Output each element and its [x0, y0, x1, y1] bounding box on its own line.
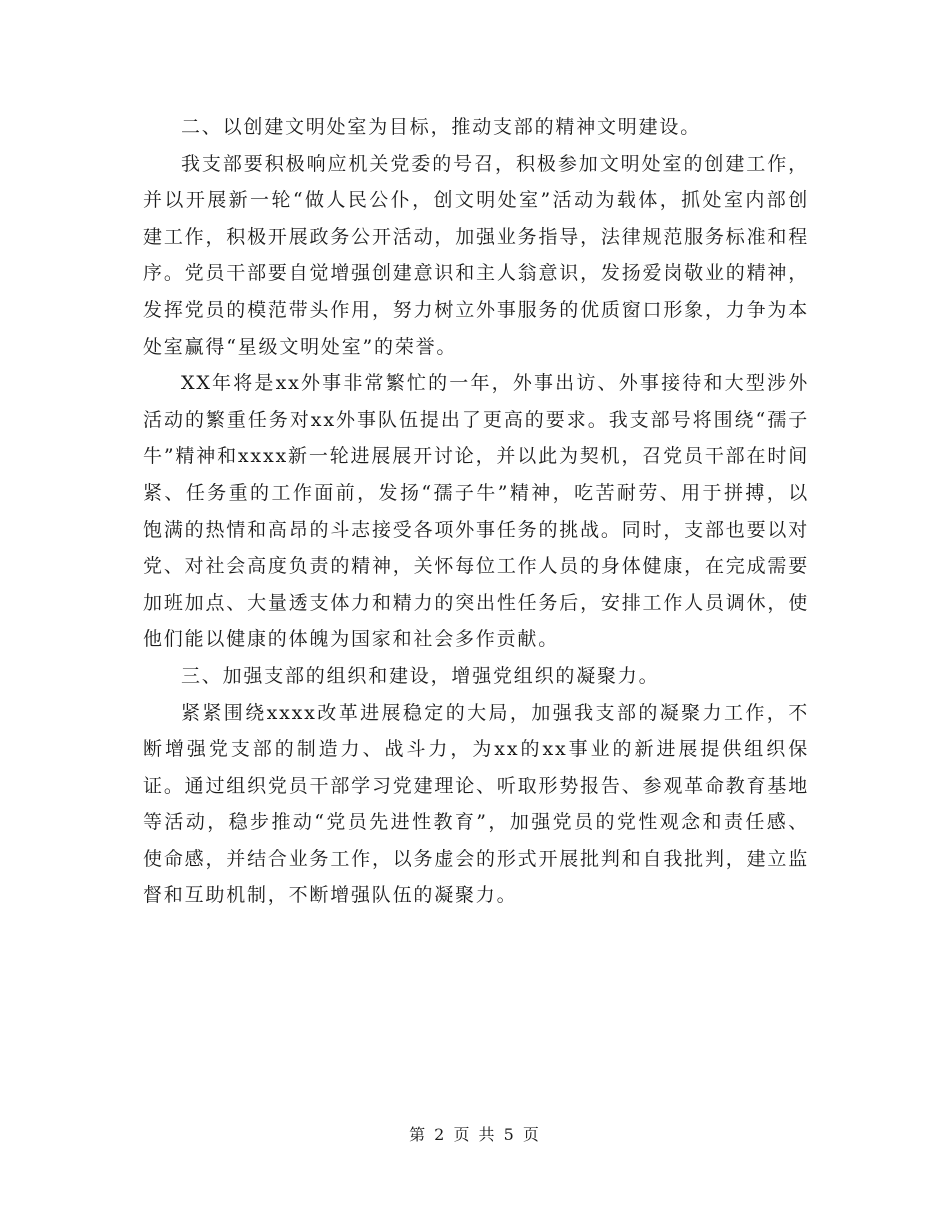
- paragraph: XX年将是xx外事非常繁忙的一年，外事出访、外事接待和大型涉外活动的繁重任务对xx外事队伍提出了更高的要求。我支部号将围绕“孺子牛”精神和xxxx新一轮进展展开讨论，并以此为契机，召党员干部在时间紧、任务重的工作面前，发扬“孺子牛”精神，吃苦耐劳、用于拼搏，以饱满的热情和高昂的斗志接受各项外事任务的挑战。同时，支部也要以对党、对社会高度负责的精神，关怀每位工作人员的身体健康，在完成需要加班加点、大量透支体力和精力的突出性任务后，安排工作人员调休，使他们能以健康的体魄为国家和社会多作贡献。: [143, 372, 809, 651]
- paragraph: 紧紧围绕xxxx改革进展稳定的大局，加强我支部的凝聚力工作，不断增强党支部的制造力、战斗力，为xx的xx事业的新进展提供组织保证。通过组织党员干部学习党建理论、听取形势报告、参观革命教育基地等活动，稳步推动“党员先进性教育”，加强党员的党性观念和责任感、使命感，并结合业务工作，以务虚会的形式开展批判和自我批判，建立监督和互助机制，不断增强队伍的凝聚力。: [143, 701, 809, 907]
- page-number-footer: 第 2 页 共 5 页: [409, 1125, 541, 1144]
- heading-section-three: 三、加强支部的组织和建设，增强党组织的凝聚力。: [181, 664, 660, 687]
- document-body: [143, 109, 809, 914]
- paragraph: 我支部要积极响应机关党委的号召，积极参加文明处室的创建工作，并以开展新一轮“做人民公仆，创文明处室”活动为载体，抓处室内部创建工作，积极开展政务公开活动，加强业务指导，法律规范服务标准和程序。党员干部要自觉增强创建意识和主人翁意识，发扬爱岗敬业的精神，发挥党员的模范带头作用，努力树立外事服务的优质窗口形象，力争为本处室赢得“星级文明处室”的荣誉。: [143, 152, 809, 358]
- heading-section-two: 二、以创建文明处室为目标，推动支部的精神文明建设。: [181, 116, 702, 138]
